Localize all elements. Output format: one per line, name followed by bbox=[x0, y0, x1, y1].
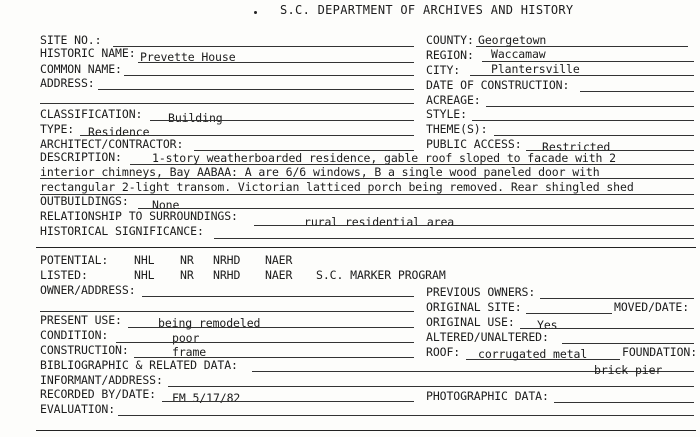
condition-value: poor bbox=[172, 331, 200, 345]
region-label: REGION: bbox=[426, 48, 474, 62]
historic-name-line bbox=[138, 62, 414, 63]
original-use-line bbox=[520, 328, 694, 329]
description-rule-3 bbox=[40, 194, 694, 195]
common-name-label: COMMON NAME: bbox=[40, 62, 122, 76]
date-construction-label: DATE OF CONSTRUCTION: bbox=[426, 78, 570, 92]
altered-label: ALTERED/UNALTERED: bbox=[426, 330, 549, 344]
address-line bbox=[98, 89, 414, 90]
condition-line bbox=[116, 342, 414, 343]
construction-label: CONSTRUCTION: bbox=[40, 343, 129, 357]
original-site-line bbox=[526, 313, 612, 314]
architect-label: ARCHITECT/CONTRACTOR: bbox=[40, 137, 184, 151]
present-use-line bbox=[128, 327, 414, 328]
description-rule-2 bbox=[40, 178, 694, 179]
header-dot bbox=[254, 11, 257, 14]
date-construction-line bbox=[580, 91, 694, 92]
description-label: DESCRIPTION: bbox=[40, 150, 122, 164]
recorded-value: FM 5/17/82 bbox=[172, 391, 241, 405]
photographic-label: PHOTOGRAPHIC DATA: bbox=[426, 389, 549, 403]
relationship-label: RELATIONSHIP TO SURROUNDINGS: bbox=[40, 209, 238, 223]
classification-line bbox=[150, 120, 414, 121]
original-use-value: Yes bbox=[537, 318, 558, 332]
roof-value: corrugated metal bbox=[478, 347, 588, 361]
county-label: COUNTY: bbox=[426, 33, 474, 47]
type-value: Residence bbox=[88, 125, 150, 139]
public-access-label: PUBLIC ACCESS: bbox=[426, 137, 522, 151]
altered-line bbox=[562, 343, 694, 344]
marker-program: S.C. MARKER PROGRAM bbox=[316, 268, 446, 282]
style-label: STYLE: bbox=[426, 107, 467, 121]
description-line-1: 1-story weatherboarded residence, gable roof sloped to facade with 2 bbox=[152, 151, 617, 165]
foundation-label: FOUNDATION: bbox=[622, 345, 698, 359]
construction-value: frame bbox=[172, 345, 207, 359]
moved-date-label: MOVED/DATE: bbox=[614, 300, 690, 314]
relationship-value: rural residential area bbox=[304, 215, 455, 229]
present-use-value: being remodeled bbox=[158, 316, 261, 330]
city-label: CITY: bbox=[426, 63, 461, 77]
informant-label: INFORMANT/ADDRESS: bbox=[40, 373, 163, 387]
photographic-line bbox=[554, 402, 694, 403]
public-access-value: Restricted bbox=[542, 140, 611, 154]
roof-label: ROOF: bbox=[426, 345, 461, 359]
description-line-3: rectangular 2-light transom. Victorian latticed porch being removed. Rear shingled shed bbox=[40, 180, 634, 194]
recorded-line bbox=[162, 401, 414, 402]
owner-address-line-2 bbox=[40, 311, 414, 312]
outbuildings-label: OUTBUILDINGS: bbox=[40, 194, 129, 208]
style-line bbox=[472, 120, 694, 121]
evaluation-line bbox=[118, 415, 694, 416]
condition-label: CONDITION: bbox=[40, 328, 109, 342]
owner-address-label: OWNER/ADDRESS: bbox=[40, 283, 136, 297]
relationship-line bbox=[254, 225, 694, 226]
recorded-label: RECORDED BY/DATE: bbox=[40, 387, 157, 401]
county-value: Georgetown bbox=[478, 33, 547, 47]
site-no-label: SITE NO.: bbox=[40, 33, 102, 47]
classification-value: Building bbox=[168, 111, 223, 125]
city-value: Plantersville bbox=[491, 62, 580, 76]
listed-naer: NAER bbox=[265, 268, 293, 282]
agency-title: S.C. DEPARTMENT OF ARCHIVES AND HISTORY bbox=[280, 3, 574, 17]
original-use-label: ORIGINAL USE: bbox=[426, 315, 515, 329]
region-value: Waccamaw bbox=[491, 47, 546, 61]
owner-address-line bbox=[142, 296, 414, 297]
common-name-line bbox=[124, 75, 414, 76]
present-use-label: PRESENT USE: bbox=[40, 313, 122, 327]
themes-label: THEME(S): bbox=[426, 122, 488, 136]
historic-name-label: HISTORIC NAME: bbox=[40, 46, 136, 60]
section-divider-bottom bbox=[36, 430, 696, 431]
site-no-line bbox=[113, 46, 414, 47]
previous-owners-label: PREVIOUS OWNERS: bbox=[426, 285, 536, 299]
listed-nhl: NHL bbox=[134, 268, 155, 282]
foundation-value: brick pier bbox=[594, 363, 663, 377]
section-divider-1 bbox=[36, 247, 696, 248]
potential-nrhd: NRHD bbox=[213, 253, 241, 267]
potential-naer: NAER bbox=[265, 253, 293, 267]
listed-nrhd: NRHD bbox=[213, 268, 241, 282]
potential-label: POTENTIAL: bbox=[40, 253, 109, 267]
city-line bbox=[470, 75, 694, 76]
acreage-label: ACREAGE: bbox=[426, 93, 481, 107]
informant-line bbox=[168, 386, 694, 387]
address-label: ADDRESS: bbox=[40, 76, 95, 90]
type-line bbox=[80, 135, 414, 136]
historic-name-value: Prevette House bbox=[140, 50, 236, 64]
historical-significance-line bbox=[214, 238, 694, 239]
themes-line bbox=[494, 135, 694, 136]
address-line-2 bbox=[40, 103, 414, 104]
classification-label: CLASSIFICATION: bbox=[40, 107, 143, 121]
roof-line bbox=[466, 359, 620, 360]
potential-nr: NR bbox=[180, 253, 194, 267]
type-label: TYPE: bbox=[40, 122, 75, 136]
previous-owners-line bbox=[540, 298, 694, 299]
bibliographic-label: BIBLIOGRAPHIC & RELATED DATA: bbox=[40, 358, 238, 372]
historical-significance-label: HISTORICAL SIGNIFICANCE: bbox=[40, 224, 204, 238]
evaluation-label: EVALUATION: bbox=[40, 402, 116, 416]
listed-nr: NR bbox=[180, 268, 194, 282]
listed-label: LISTED: bbox=[40, 268, 88, 282]
original-site-label: ORIGINAL SITE: bbox=[426, 300, 522, 314]
outbuildings-value: None bbox=[152, 198, 180, 212]
acreage-line bbox=[486, 106, 694, 107]
description-line-2: interior chimneys, Bay AABAA: A are 6/6 windows, B a single wood paneled door with bbox=[40, 165, 600, 179]
potential-nhl: NHL bbox=[134, 253, 155, 267]
